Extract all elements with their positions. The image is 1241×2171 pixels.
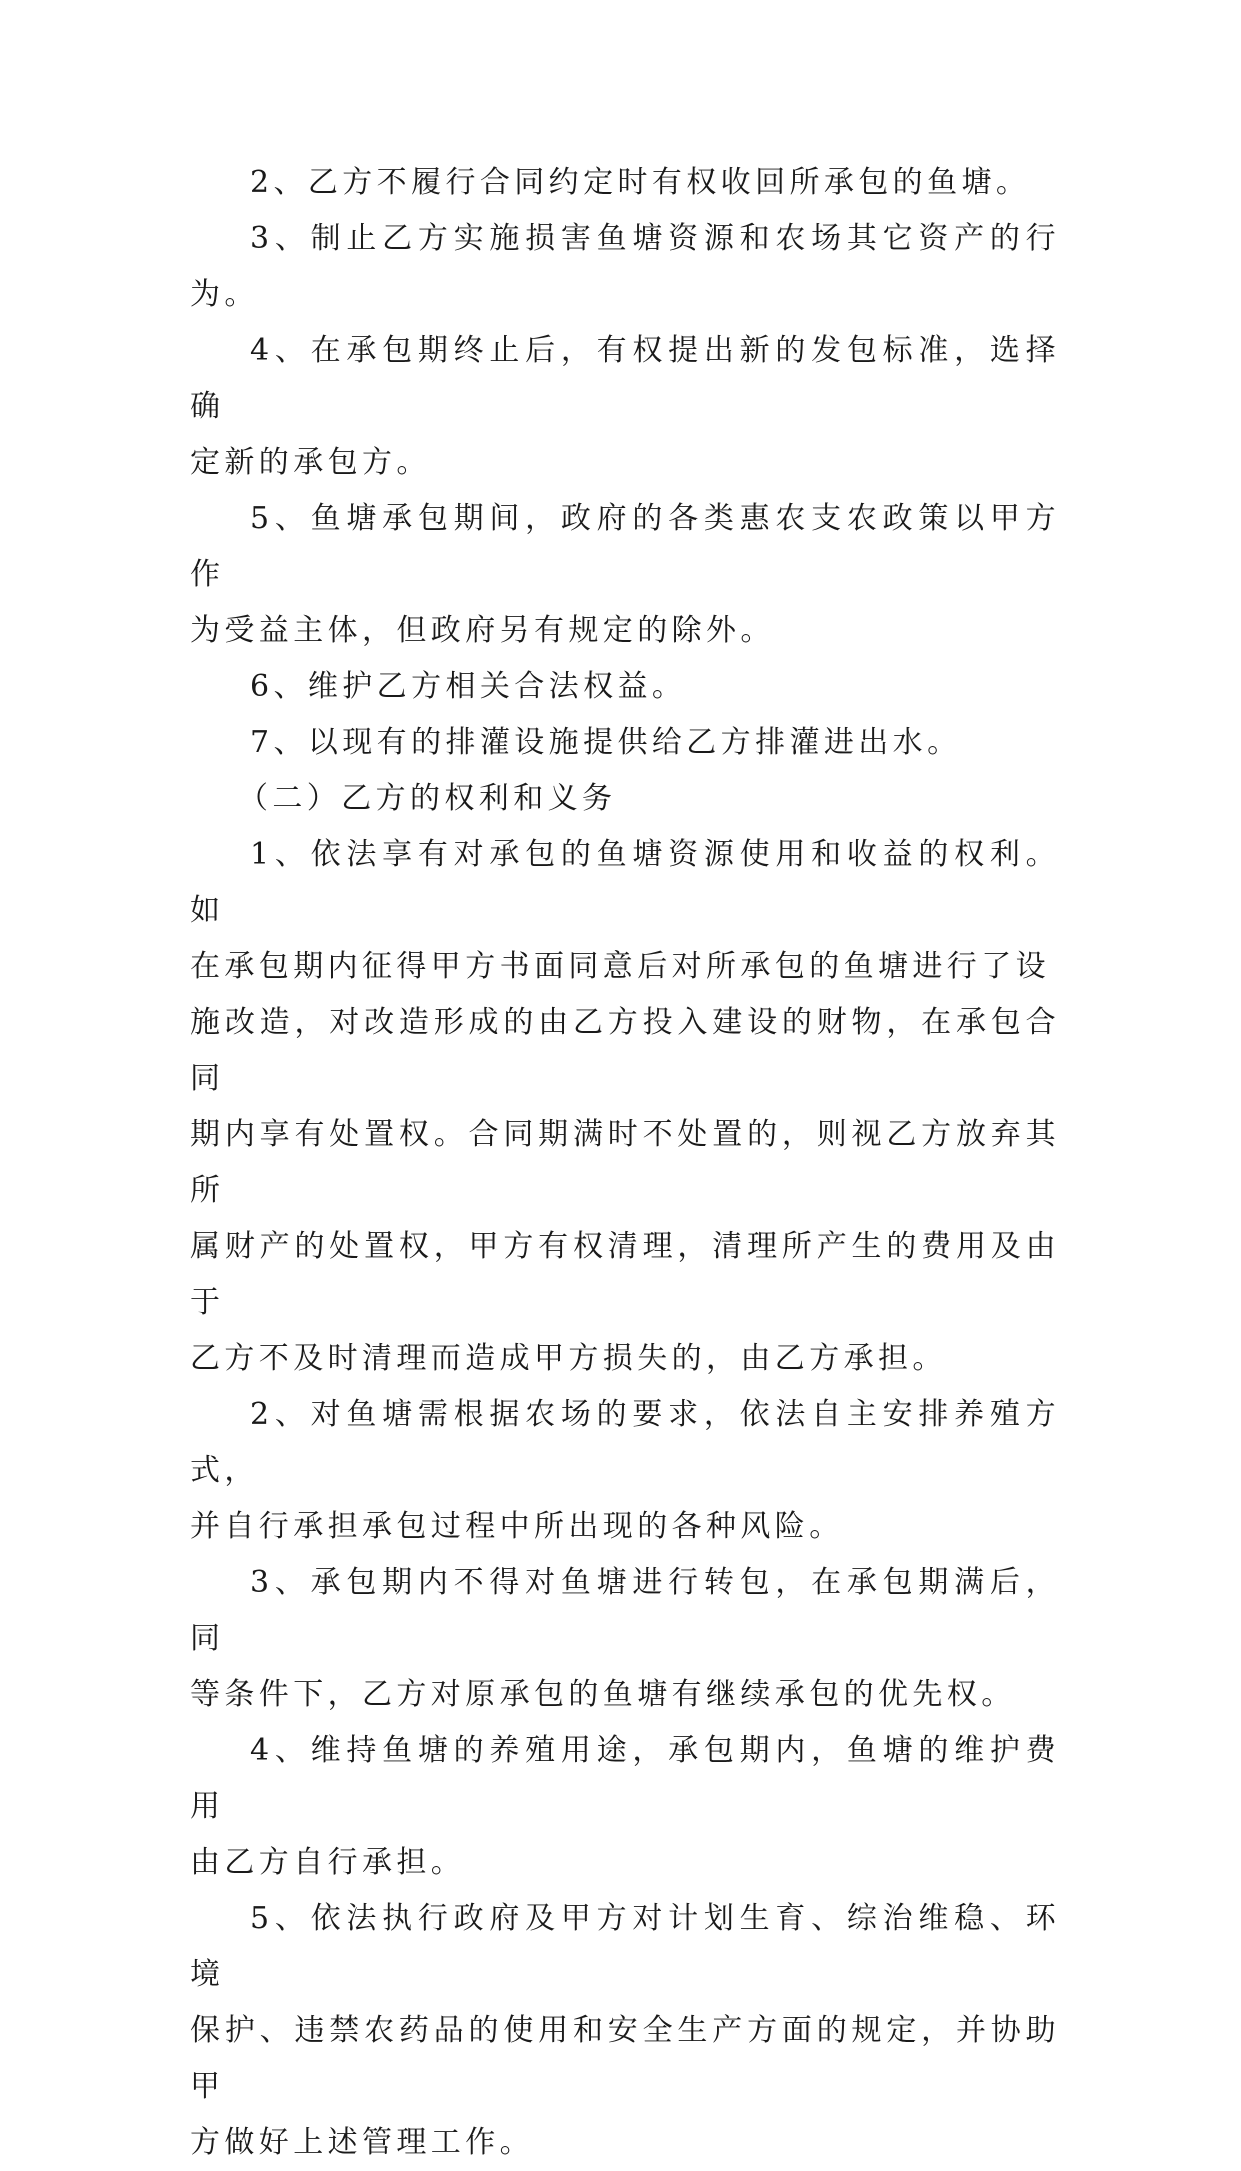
text-line: 等条件下，乙方对原承包的鱼塘有继续承包的优先权。 (190, 1677, 1016, 1712)
document-body (190, 155, 1060, 2171)
text-line: 1、依法享有对承包的鱼塘资源使用和收益的权利。如 (190, 837, 1060, 928)
text-line: 在承包期内征得甲方书面同意后对所承包的鱼塘进行了设 (190, 949, 1050, 984)
paragraph-party-a-right-4 (190, 323, 1060, 491)
text-line: （二）乙方的权利和义务 (238, 781, 617, 816)
text-line: 期内享有处置权。合同期满时不处置的，则视乙方放弃其所 (190, 1117, 1060, 1208)
paragraph-party-a-right-3 (190, 211, 1060, 323)
text-line: 7、以现有的排灌设施提供给乙方排灌进出水。 (250, 725, 962, 760)
text-line: 5、依法执行政府及甲方对计划生育、综治维稳、环境 (190, 1901, 1060, 1992)
text-line: 2、乙方不履行合同约定时有权收回所承包的鱼塘。 (250, 165, 1031, 200)
text-line: 并自行承担承包过程中所出现的各种风险。 (190, 1509, 844, 1544)
text-line: 4、维持鱼塘的养殖用途，承包期内，鱼塘的维护费用 (190, 1733, 1060, 1824)
paragraph-party-a-right-7 (190, 715, 1060, 771)
paragraph-party-a-right-5 (190, 491, 1060, 659)
text-line: 施改造，对改造形成的由乙方投入建设的财物，在承包合同 (190, 1005, 1060, 1096)
paragraph-party-b-right-3 (190, 1555, 1060, 1723)
text-line: 方做好上述管理工作。 (190, 2125, 534, 2160)
paragraph-party-a-right-6 (190, 659, 1060, 715)
paragraph-party-b-right-1 (190, 827, 1060, 1387)
text-line: 6、维护乙方相关合法权益。 (250, 669, 687, 704)
text-line: 5、鱼塘承包期间，政府的各类惠农支农政策以甲方作 (190, 501, 1060, 592)
paragraph-party-b-right-4 (190, 1723, 1060, 1891)
text-line: 3、制止乙方实施损害鱼塘资源和农场其它资产的行为。 (190, 221, 1060, 312)
paragraph-party-a-right-2 (190, 155, 1060, 211)
paragraph-party-b-right-2 (190, 1387, 1060, 1555)
text-line: 乙方不及时清理而造成甲方损失的，由乙方承担。 (190, 1341, 947, 1376)
text-line: 为受益主体，但政府另有规定的除外。 (190, 613, 775, 648)
text-line: 4、在承包期终止后，有权提出新的发包标准，选择确 (190, 333, 1060, 424)
text-line: 由乙方自行承担。 (190, 1845, 466, 1880)
section-heading-party-b (190, 771, 1060, 827)
text-line: 保护、违禁农药品的使用和安全生产方面的规定，并协助甲 (190, 2013, 1060, 2104)
text-line: 定新的承包方。 (190, 445, 431, 480)
text-line: 3、承包期内不得对鱼塘进行转包，在承包期满后，同 (190, 1565, 1060, 1656)
text-line: 2、对鱼塘需根据农场的要求，依法自主安排养殖方式， (190, 1397, 1060, 1488)
text-line: 属财产的处置权，甲方有权清理，清理所产生的费用及由于 (190, 1229, 1060, 1320)
paragraph-party-b-right-5 (190, 1891, 1060, 2171)
